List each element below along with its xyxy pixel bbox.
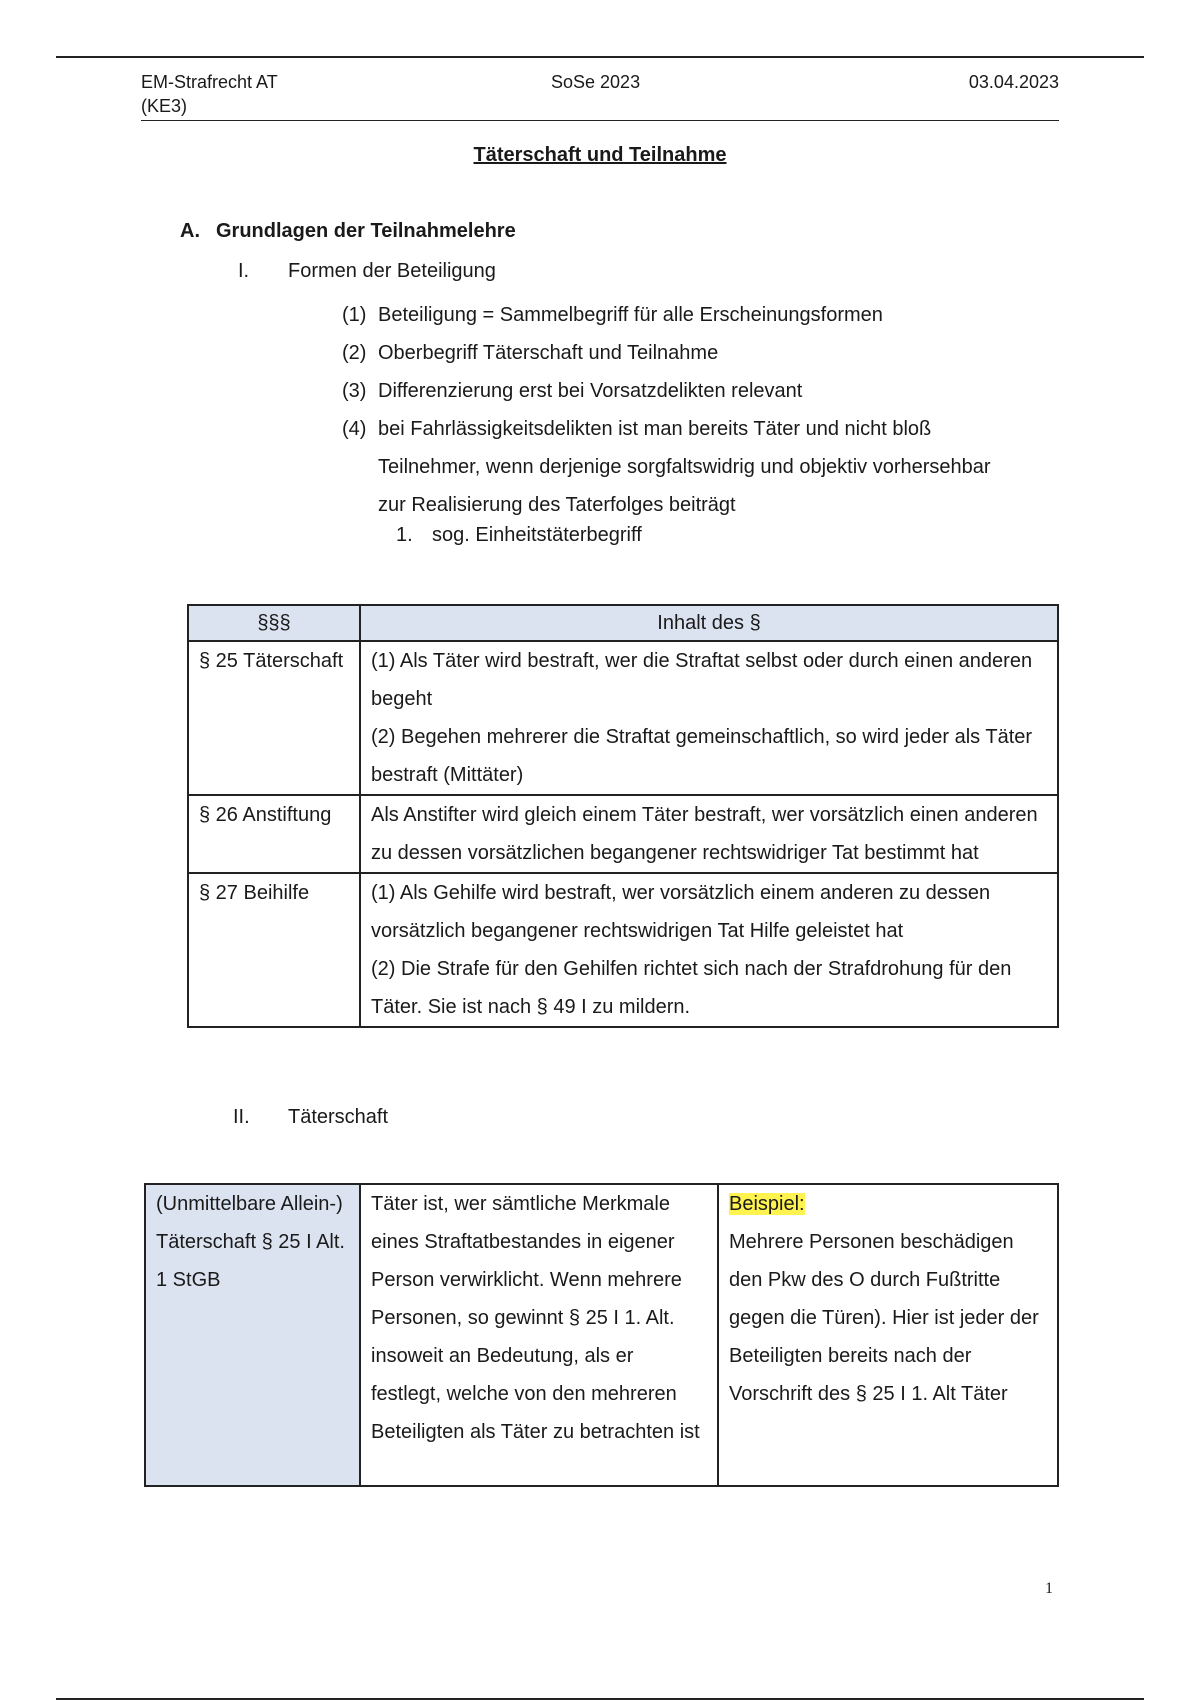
item-number: (3) <box>342 380 367 402</box>
participation-table <box>187 604 1059 1028</box>
part-numeral: II. <box>233 1106 250 1128</box>
header-course <box>141 70 278 118</box>
paragraph-cell: § 27 Beihilfe <box>188 873 360 1027</box>
document-title: Täterschaft und Teilnahme <box>473 144 727 166</box>
course-unit: (KE3) <box>141 96 188 116</box>
item-text: Beteiligung = Sammelbegriff für alle Erscheinungsformen <box>378 304 883 326</box>
section-letter: A. <box>180 220 200 242</box>
section-a-heading <box>180 220 516 243</box>
list-item <box>342 372 1022 410</box>
list-item <box>342 410 998 524</box>
item-text: Differenzierung erst bei Vorsatzdelikten relevant <box>378 380 803 402</box>
course-name: EM-Strafrecht AT <box>141 72 278 92</box>
example-cell <box>718 1184 1058 1486</box>
part-title: Täterschaft <box>288 1106 389 1128</box>
sub-item-text: sog. Einheitstäterbegriff <box>432 524 642 546</box>
item-text: Oberbegriff Täterschaft und Teilnahme <box>378 342 719 364</box>
sub-item <box>396 524 642 547</box>
content-line: (1) Als Täter wird bestraft, wer die Straftat selbst oder durch einen anderen begeht <box>371 650 1033 710</box>
header-date: 03.04.2023 <box>968 72 1059 92</box>
column-header: §§§ <box>188 605 360 641</box>
participation-forms-list <box>342 296 1022 524</box>
table-row <box>188 795 1058 873</box>
sub-item-number: 1. <box>396 524 413 546</box>
example-text: Mehrere Personen beschädigen den Pkw des O durch Fußtritte gegen die Türen). Hier ist jeder der Beteiligten bereits nach der Vorschrift des § 25 I 1. Alt Täter <box>729 1231 1039 1405</box>
item-number: (4) <box>342 418 367 440</box>
column-header: Inhalt des § <box>360 605 1058 641</box>
item-number: (2) <box>342 342 367 364</box>
page-header <box>141 70 1059 121</box>
table-header-row <box>188 605 1058 641</box>
list-item <box>342 334 1022 372</box>
definition-cell: Täter ist, wer sämtliche Merkmale eines Straftatbestandes in eigener Person verwirklicht. Wenn mehrere Personen, so gewinnt § 25 I 1. Alt. insoweit an Bedeutung, als er festlegt, welche von den mehreren Beteiligten als Täter zu betrachten ist <box>360 1184 718 1486</box>
part-numeral: I. <box>238 260 250 282</box>
content-cell <box>360 641 1058 795</box>
header-semester: SoSe 2023 <box>551 72 641 92</box>
table-row <box>188 641 1058 795</box>
table-row <box>188 873 1058 1027</box>
content-line: Als Anstifter wird gleich einem Täter bestraft, wer vorsätzlich einen anderen zu dessen vorsätzlichen begangener rechtswidriger Tat bestimmt hat <box>371 804 1038 864</box>
content-line: (2) Die Strafe für den Gehilfen richtet sich nach der Strafdrohung für den Täter. Sie ist nach § 49 I zu mildern. <box>371 958 1012 1018</box>
label-cell: (Unmittelbare Allein-) Täterschaft § 25 I Alt. 1 StGB <box>145 1184 360 1486</box>
content-cell <box>360 873 1058 1027</box>
table-row <box>145 1184 1058 1486</box>
content-line: (1) Als Gehilfe wird bestraft, wer vorsätzlich einem anderen zu dessen vorsätzlich begangener rechtswidrigen Tat Hilfe geleistet hat <box>371 882 991 942</box>
taeterschaft-table <box>144 1183 1059 1487</box>
example-label: Beispiel: <box>729 1193 805 1215</box>
paragraph-cell: § 25 Täterschaft <box>188 641 360 795</box>
item-text: bei Fahrlässigkeitsdelikten ist man bereits Täter und nicht bloß Teilnehmer, wenn derjenige sorgfaltswidrig und objektiv vorhersehbar zur Realisierung des Taterfolges beiträgt <box>378 418 991 516</box>
item-number: (1) <box>342 304 367 326</box>
page-number: 1 <box>1045 1580 1053 1597</box>
section-title: Grundlagen der Teilnahmelehre <box>216 220 516 242</box>
content-cell <box>360 795 1058 873</box>
list-item <box>342 296 1022 334</box>
content-line: (2) Begehen mehrerer die Straftat gemeinschaftlich, so wird jeder als Täter bestraft (Mittäter) <box>371 726 1033 786</box>
paragraph-cell: § 26 Anstiftung <box>188 795 360 873</box>
top-rule <box>56 56 1144 58</box>
part-title: Formen der Beteiligung <box>288 260 496 282</box>
